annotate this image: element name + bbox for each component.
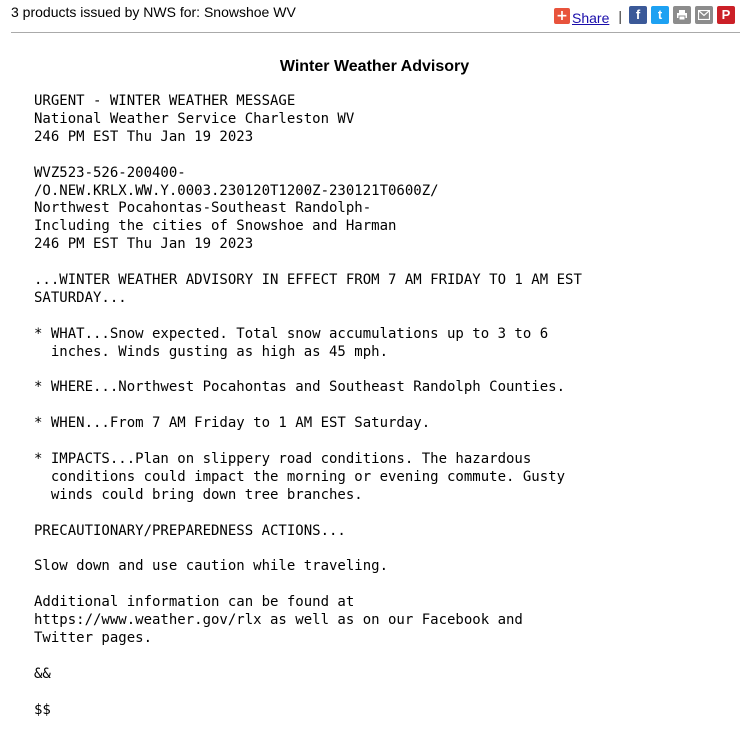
bulletin-line: * WHAT...Snow expected. Total snow accumulations up to 3 to 6 [34, 325, 549, 342]
bulletin-line: winds could bring down tree branches. [34, 486, 363, 503]
email-icon[interactable] [695, 6, 713, 24]
bulletin-line: * WHERE...Northwest Pocahontas and Southeast Randolph Counties. [34, 379, 566, 396]
twitter-icon[interactable]: t [651, 6, 669, 24]
blank-line [34, 576, 582, 594]
bulletin-line: SATURDAY... [34, 289, 127, 306]
bulletin-line: 246 PM EST Thu Jan 19 2023 [34, 128, 254, 145]
bulletin-line: National Weather Service Charleston WV [34, 110, 355, 127]
bulletin-line: WVZ523-526-200400- [34, 164, 186, 181]
blank-line [34, 254, 582, 272]
header-bar [0, 0, 744, 34]
blank-line [34, 648, 582, 666]
share-plus-icon[interactable]: + [554, 8, 570, 24]
blank-line [34, 433, 582, 451]
bulletin-line: conditions could impact the morning or evening commute. Gusty [34, 468, 566, 485]
advisory-title: Winter Weather Advisory [279, 58, 470, 75]
blank-line [34, 397, 582, 415]
blank-line [34, 147, 582, 165]
bulletin-line: /O.NEW.KRLX.WW.Y.0003.230120T1200Z-230121T0600Z/ [34, 182, 439, 199]
blank-line [34, 541, 582, 559]
pinterest-icon[interactable]: P [717, 6, 735, 24]
bulletin-line: Slow down and use caution while traveling. [34, 558, 389, 575]
separator: | [618, 7, 622, 24]
bulletin-line: PRECAUTIONARY/PREPAREDNESS ACTIONS... [34, 522, 346, 539]
advisory-bulletin [34, 93, 582, 720]
products-count-text: 3 products issued by NWS for: Snowshoe WV [11, 4, 296, 20]
bulletin-line: Northwest Pocahontas-Southeast Randolph- [34, 200, 372, 217]
bulletin-line: * WHEN...From 7 AM Friday to 1 AM EST Saturday. [34, 415, 431, 432]
bulletin-line: $$ [34, 701, 51, 718]
bulletin-line: https://www.weather.gov/rlx as well as on our Facebook and [34, 612, 523, 629]
share-link[interactable]: Share [572, 10, 610, 26]
bulletin-line: inches. Winds gusting as high as 45 mph. [34, 343, 389, 360]
bulletin-line: Twitter pages. [34, 630, 153, 647]
blank-line [34, 308, 582, 326]
bulletin-line: ...WINTER WEATHER ADVISORY IN EFFECT FROM 7 AM FRIDAY TO 1 AM EST [34, 272, 582, 289]
print-icon[interactable] [673, 6, 691, 24]
bulletin-line: * IMPACTS...Plan on slippery road conditions. The hazardous [34, 451, 532, 468]
blank-line [34, 505, 582, 523]
bulletin-line: URGENT - WINTER WEATHER MESSAGE [34, 93, 296, 109]
social-icons [629, 6, 735, 24]
bulletin-line: Additional information can be found at [34, 594, 355, 611]
blank-line [34, 684, 582, 702]
facebook-icon[interactable]: f [629, 6, 647, 24]
header-divider [11, 32, 740, 33]
bulletin-line: Including the cities of Snowshoe and Harman [34, 218, 397, 235]
bulletin-line: && [34, 665, 51, 682]
share-group [554, 6, 735, 24]
bulletin-line: 246 PM EST Thu Jan 19 2023 [34, 236, 254, 253]
blank-line [34, 362, 582, 380]
